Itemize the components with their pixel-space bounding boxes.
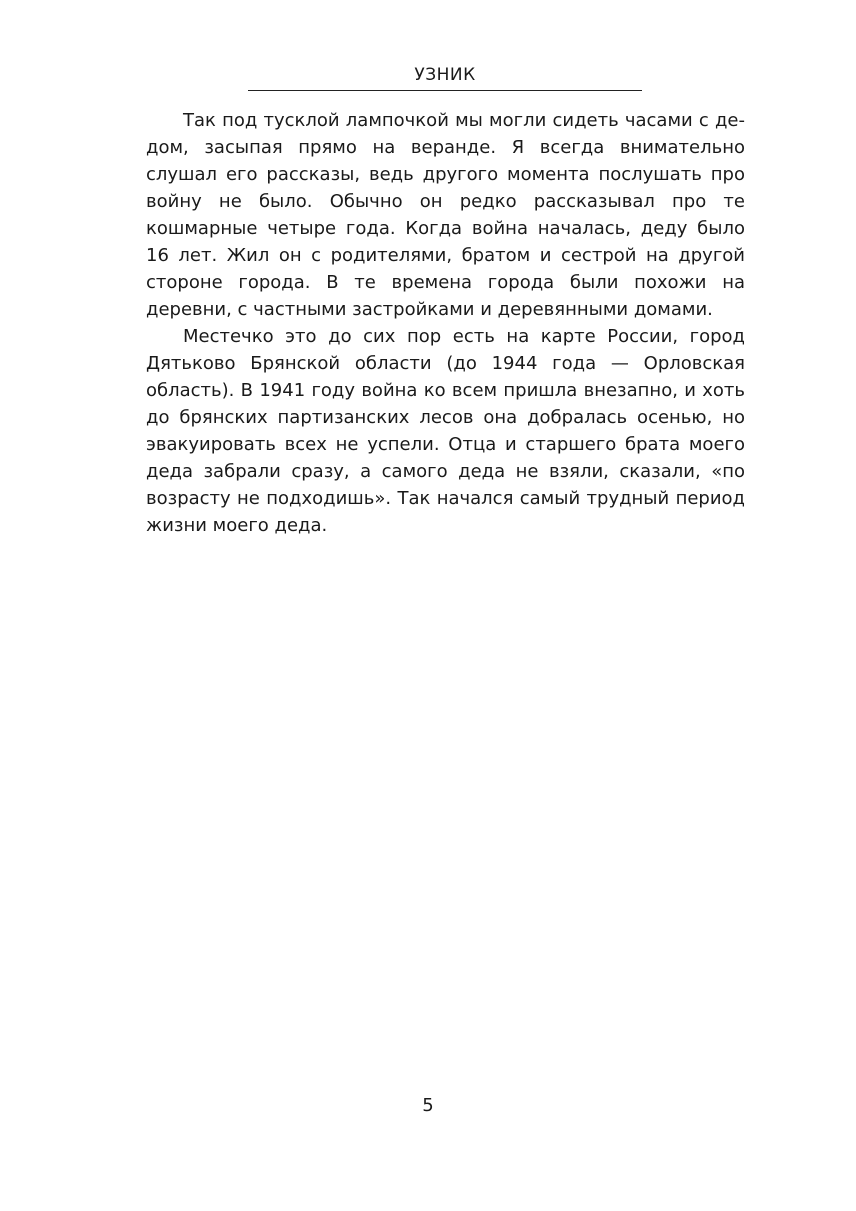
paragraph: Так под тусклой лампочкой мы могли сидеть часами с дедом, засыпая прямо на веранде. Я всегда внимательно слушал его рассказы, ведь другого момента послушать про войну не было. Обычно он редко рассказывал про те кошмарные четыре года. Когда война началась, деду было 16 лет. Жил он с родителями, братом и сестрой на другой стороне города. В те времена города были похожи на деревни, с частными застройками и деревянными домами. bbox=[146, 110, 745, 320]
page-number: 5 bbox=[422, 1095, 434, 1116]
header-rule bbox=[248, 90, 642, 91]
paragraph: Местечко это до сих пор есть на карте России, город Дятьково Брянской области (до 1944 года — Орловская область). В 1941 году война ко всем пришла внезапно, и хоть до брянских партизанских лесов она добралась осенью, но эвакуировать всех не успели. Отца и старшего брата моего деда забрали сразу, а самого деда не взяли, сказали, «по возрасту не подходишь». Так начался самый трудный период жизни моего деда. bbox=[146, 326, 745, 536]
running-title: УЗНИК bbox=[414, 65, 476, 85]
body-text bbox=[146, 107, 745, 539]
running-header bbox=[248, 64, 642, 91]
